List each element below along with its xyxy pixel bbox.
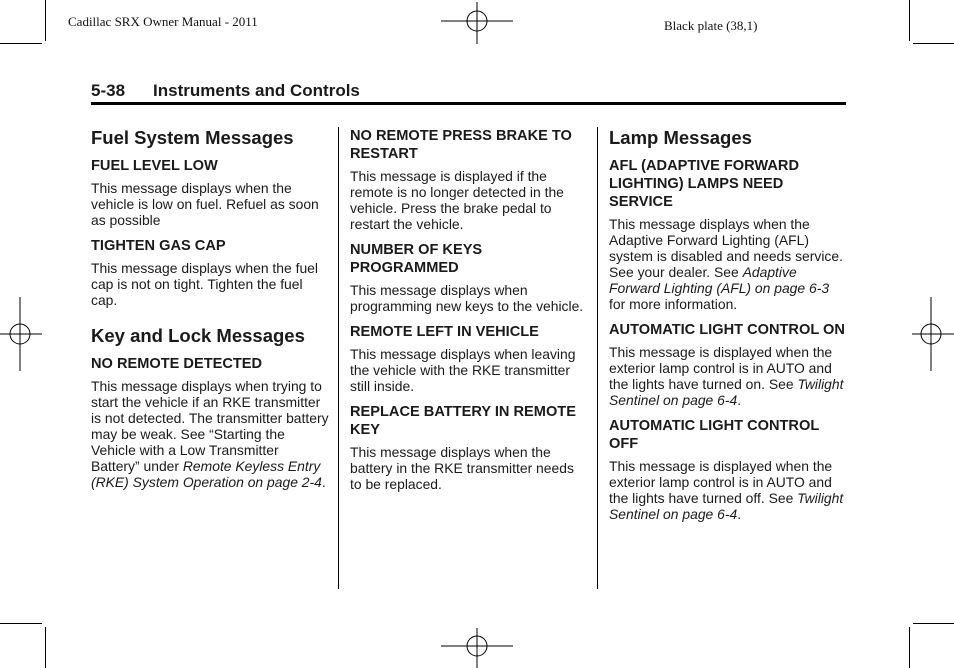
page-header	[91, 81, 360, 101]
message-heading: REMOTE LEFT IN VEHICLE	[350, 324, 539, 340]
registration-mark-icon	[441, 2, 513, 44]
message-heading: TIGHTEN GAS CAP	[91, 238, 226, 254]
section-title: Lamp Messages	[609, 127, 752, 148]
crop-mark	[909, 627, 910, 668]
message-heading: NUMBER OF KEYS PROGRAMMED	[350, 242, 483, 276]
message-body: This message is displayed if the remote is no longer detected in the vehicle. Press the brake pedal to restart the vehicle.	[350, 168, 564, 232]
cross-reference-link[interactable]: Twilight Sentinel on page 6-4	[609, 490, 844, 522]
message-heading: NO REMOTE PRESS BRAKE TO RESTART	[350, 128, 572, 162]
message-heading: NO REMOTE DETECTED	[91, 356, 263, 372]
message-heading: FUEL LEVEL LOW	[91, 158, 218, 174]
crop-mark	[0, 623, 42, 624]
column-3	[609, 127, 847, 531]
message-body: This message displays when the battery in the RKE transmitter needs to be replaced.	[350, 444, 574, 492]
message-body: This message displays when programming new keys to the vehicle.	[350, 282, 584, 314]
message-heading: AFL (ADAPTIVE FORWARD LIGHTING) LAMPS NEED SERVICE	[609, 158, 799, 210]
section-title: Fuel System Messages	[91, 127, 294, 148]
slug-left: Cadillac SRX Owner Manual - 2011	[68, 14, 258, 29]
section-title: Key and Lock Messages	[91, 325, 305, 346]
message-body: This message displays when leaving the vehicle with the RKE transmitter still inside.	[350, 346, 576, 394]
column-divider	[338, 127, 339, 589]
registration-mark-icon	[912, 297, 954, 371]
cross-reference-link[interactable]: Remote Keyless Entry (RKE) System Operation on page 2-4	[91, 458, 322, 490]
column-divider	[597, 127, 598, 589]
registration-mark-icon	[441, 628, 513, 668]
message-body: This message displays when the vehicle is low on fuel. Refuel as soon as possible	[91, 180, 319, 228]
column-1	[91, 127, 329, 499]
slug-right: Black plate (38,1)	[664, 18, 758, 33]
message-body: This message is displayed when the exterior lamp control is in AUTO and the lights have turned on. See Twilight Sentinel on page 6-4.	[609, 344, 844, 408]
message-body: This message displays when the Adaptive Forward Lighting (AFL) system is disabled and needs service. See your dealer. See Adaptive Forward Lighting (AFL) on page 6-3 for more information.	[609, 216, 843, 312]
header-rule	[91, 102, 846, 105]
registration-mark-icon	[0, 297, 42, 371]
message-body: This message displays when trying to start the vehicle if an RKE transmitter is not detected. The transmitter battery may be weak. See “Starting the Vehicle with a Low Transmitter Battery” under Remote Keyless Entry (RKE) System Operation on page 2-4.	[91, 378, 329, 490]
crop-mark	[909, 0, 910, 41]
chapter-title: Instruments and Controls	[153, 81, 360, 100]
message-heading: REPLACE BATTERY IN REMOTE KEY	[350, 404, 576, 438]
column-2	[350, 127, 588, 501]
page-number: 5-38	[91, 81, 126, 100]
message-body: This message is displayed when the exterior lamp control is in AUTO and the lights have turned off. See Twilight Sentinel on page 6-4.	[609, 458, 844, 522]
crop-mark	[0, 43, 42, 44]
crop-mark	[45, 627, 46, 668]
message-heading: AUTOMATIC LIGHT CONTROL ON	[609, 322, 845, 338]
crop-mark	[913, 623, 954, 624]
cross-reference-link[interactable]: Adaptive Forward Lighting (AFL) on page 6-3	[609, 264, 830, 296]
crop-mark	[45, 0, 46, 41]
crop-mark	[913, 43, 954, 44]
message-body: This message displays when the fuel cap is not on tight. Tighten the fuel cap.	[91, 260, 318, 308]
message-heading: AUTOMATIC LIGHT CONTROL OFF	[609, 418, 819, 452]
cross-reference-link[interactable]: Twilight Sentinel on page 6-4	[609, 376, 844, 408]
